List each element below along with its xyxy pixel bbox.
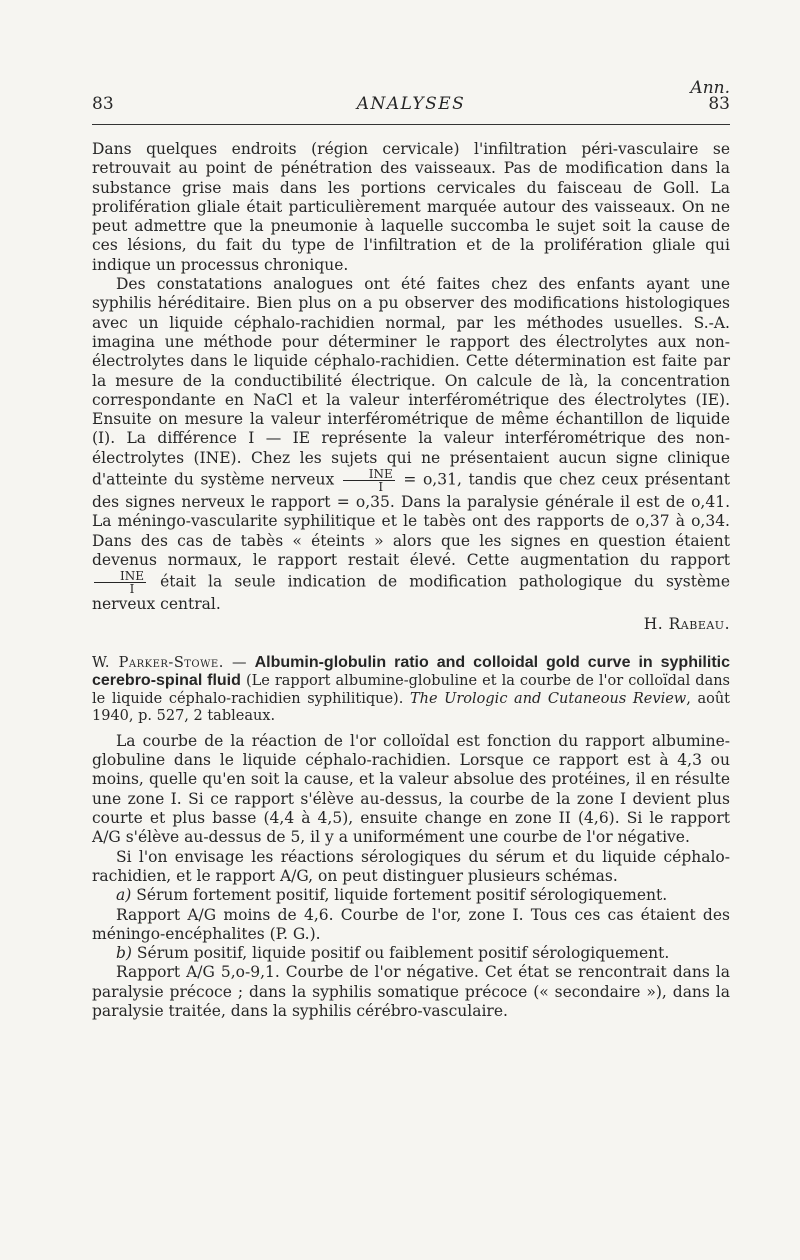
- paragraph-7: [92, 944, 730, 963]
- signature-text: H. Rabeau.: [643, 614, 730, 633]
- paragraph-8: Rapport A/G 5,o-9,1. Courbe de l'or négative. Cet état se rencontrait dans la paralysie précoce ; dans la syphilis somatique précoce (« secondaire »), dans la paralysie traitée, dans la syphilis cérébro-vasculaire.: [92, 963, 730, 1020]
- spacer: [92, 634, 730, 654]
- paragraph-5-text: Sérum fortement positif, liquide fortement positif sérologiquement.: [131, 886, 668, 905]
- paragraph-2-text-a: Des constatations analogues ont été faites chez des enfants ayant une syphilis héréditaire. Bien plus on a pu observer des modifications histologiques avec un liquide céphalo-rachidien normal, par les méthodes usuelles. S.-A. imagina une méthode pour déterminer le rapport des électrolytes aux non-électrolytes dans le liquide céphalo-rachidien. Cette détermination est faite par la mesure de la conductibilité électrique. On calcule de là, la concentration correspondante en NaCl et la valeur interférométrique des électrolytes (IE). Ensuite on mesure la valeur interférométrique de même échantillon de liquide (I). La différence I — IE représente la valeur interférométrique des non-électrolytes (INE). Chez les sujets qui ne présentaient aucun signe clinique d'atteinte du système nerveux: [92, 275, 730, 489]
- paragraph-1: Dans quelques endroits (région cervicale) l'infiltration péri-vasculaire se retrouvait au point de pénétration des vaisseaux. Pas de modification dans la substance grise mais dans les portions cervicales du faisceau de Goll. La prolifération gliale était particulièrement marquée autour des vaisseaux. On ne peut admettre que la pneumonie à laquelle succomba le sujet soit la cause de ces lésions, du fait du type de l'infiltration et de la prolifération gliale qui indique un processus chronique.: [92, 140, 730, 274]
- paragraph-2-text-c: était la seule indication de modification pathologique du système nerveux central.: [92, 572, 730, 614]
- fraction-denominator: I: [129, 582, 135, 597]
- fraction-denominator: I: [378, 480, 384, 495]
- reference-details: , août 1940, p. 527, 2 tableaux.: [92, 690, 730, 725]
- reference-journal: The Urologic and Cutaneous Review: [409, 690, 687, 707]
- reference-title-english: Albumin-globulin ratio and colloidal gold curve in syphilitic cerebro-spinal fluid: [92, 653, 730, 690]
- article-body: [92, 140, 730, 1021]
- paragraph-4: Si l'on envisage les réactions sérologiques du sérum et du liquide céphalo-rachidien, et le rapport A/G, on peut distinguer plusieurs schémas.: [92, 847, 730, 885]
- running-header: [92, 94, 730, 114]
- header-rule: [92, 124, 730, 125]
- paragraph-3: La courbe de la réaction de l'or colloïdal est fonction du rapport albumine-globuline dans le liquide céphalo-rachidien. Lorsque ce rapport est à 4,3 ou moins, quelle qu'en soit la cause, et la valeur absolue des protéines, il en résulte une zone I. Si ce rapport s'élève au-dessus, la courbe de la zone I devient plus courte et plus basse (4,4 à 4,5), ensuite change en zone II (4,6). Si le rapport A/G s'élève au-dessus de 5, il y a uniformément une courbe de l'or négative.: [92, 731, 730, 847]
- paragraph-7-text: Sérum positif, liquide positif ou faiblement positif sérologiquement.: [131, 944, 670, 963]
- fraction-numerator: INE: [343, 468, 395, 481]
- paragraph-5: [92, 886, 730, 905]
- annotation-ann: Ann.: [690, 78, 730, 98]
- ratio-fraction-1: [343, 468, 395, 493]
- fraction-numerator: INE: [94, 570, 146, 583]
- reference-title-french: (Le rapport albumine-globuline et la courbe de l'or colloïdal dans le liquide céphalo-rachidien syphilitique).: [92, 673, 730, 707]
- page-number-right: 83: [708, 94, 730, 114]
- paragraph-2: [92, 275, 730, 614]
- reference-heading: [92, 654, 730, 726]
- page-number-left: 83: [92, 94, 114, 114]
- reference-dash: —: [223, 654, 255, 671]
- signature: [92, 615, 730, 634]
- running-title: ANALYSES: [356, 94, 466, 114]
- paragraph-6: Rapport A/G moins de 4,6. Courbe de l'or, zone I. Tous ces cas étaient des méningo-encéphalites (P. G.).: [92, 905, 730, 943]
- item-label-b: b): [116, 944, 132, 963]
- item-label-a: a): [116, 886, 132, 905]
- paragraph-2-text-b: = o,31, tandis que chez ceux présentant des signes nerveux le rapport = o,35. Dans la paralysie générale il est de o,41. La méningo-vascularite syphilitique et le tabès ont des rapports de o,37 à o,34. Dans des cas de tabès « éteints » alors que les signes en question étaient devenus normaux, le rapport restait élevé. Cette augmentation du rapport: [92, 470, 731, 569]
- reference-author: W. Parker-Stowe.: [92, 654, 224, 671]
- ratio-fraction-2: [94, 570, 146, 595]
